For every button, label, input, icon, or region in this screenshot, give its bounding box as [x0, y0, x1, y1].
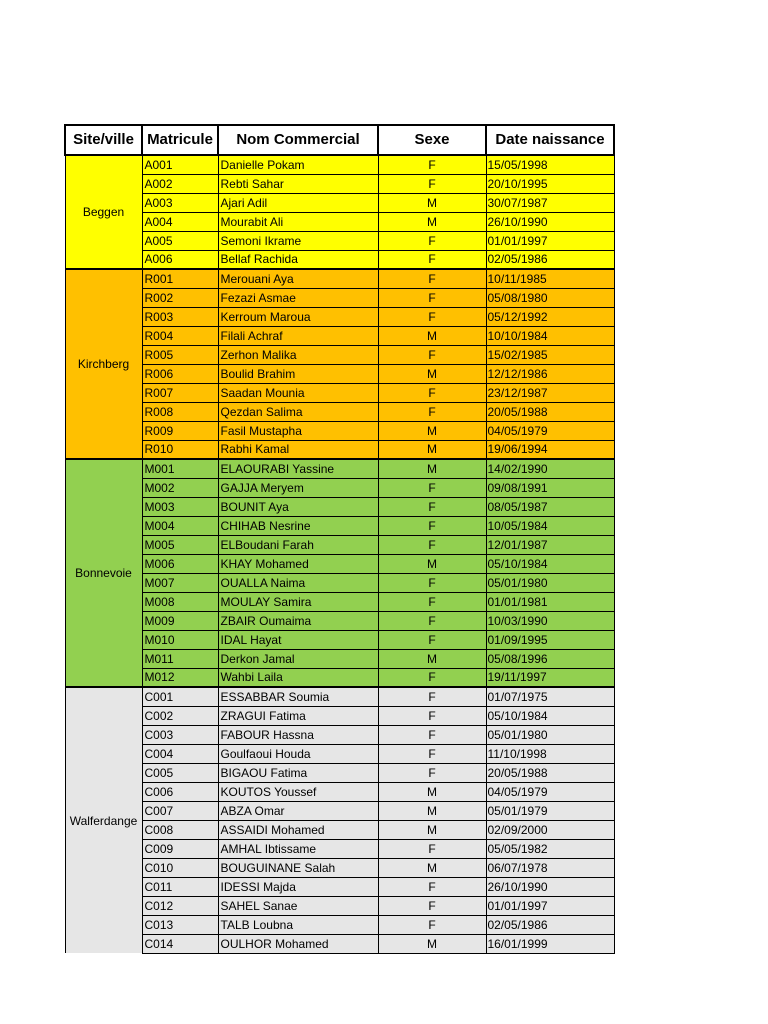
nom-cell[interactable]: Qezdan Salima [218, 402, 378, 421]
sexe-cell[interactable]: F [378, 668, 486, 687]
date-cell[interactable]: 16/01/1999 [486, 934, 614, 953]
sexe-cell[interactable]: F [378, 915, 486, 934]
nom-cell[interactable]: ZBAIR Oumaima [218, 611, 378, 630]
sexe-cell[interactable]: F [378, 687, 486, 706]
header-date[interactable]: Date naissance [486, 125, 614, 155]
header-site[interactable]: Site/ville [65, 125, 142, 155]
nom-cell[interactable]: Bellaf Rachida [218, 250, 378, 269]
nom-cell[interactable]: MOULAY Samira [218, 592, 378, 611]
date-cell[interactable]: 01/07/1975 [486, 687, 614, 706]
site-cell[interactable]: Kirchberg [65, 269, 142, 459]
sexe-cell[interactable]: M [378, 440, 486, 459]
table-row [65, 915, 614, 934]
date-cell[interactable]: 05/01/1979 [486, 801, 614, 820]
sexe-cell[interactable]: F [378, 174, 486, 193]
table-row [65, 934, 614, 953]
nom-cell[interactable]: Zerhon Malika [218, 345, 378, 364]
nom-cell[interactable]: Fasil Mustapha [218, 421, 378, 440]
date-cell[interactable]: 05/10/1984 [486, 554, 614, 573]
date-cell[interactable]: 05/01/1980 [486, 573, 614, 592]
table-row [65, 630, 614, 649]
sexe-cell[interactable]: M [378, 364, 486, 383]
date-cell[interactable]: 06/07/1978 [486, 858, 614, 877]
date-cell[interactable]: 10/10/1984 [486, 326, 614, 345]
matricule-cell[interactable]: R004 [142, 326, 218, 345]
nom-cell[interactable]: ELBoudani Farah [218, 535, 378, 554]
matricule-cell[interactable]: C012 [142, 896, 218, 915]
matricule-cell[interactable]: A001 [142, 155, 218, 174]
date-cell[interactable]: 19/06/1994 [486, 440, 614, 459]
table-row [65, 212, 614, 231]
table-row [65, 364, 614, 383]
nom-cell[interactable]: CHIHAB Nesrine [218, 516, 378, 535]
date-cell[interactable]: 05/10/1984 [486, 706, 614, 725]
date-cell[interactable]: 10/05/1984 [486, 516, 614, 535]
nom-cell[interactable]: SAHEL Sanae [218, 896, 378, 915]
nom-cell[interactable]: Semoni Ikrame [218, 231, 378, 250]
matricule-cell[interactable]: M008 [142, 592, 218, 611]
matricule-cell[interactable]: M011 [142, 649, 218, 668]
nom-cell[interactable]: IDESSI Majda [218, 877, 378, 896]
site-cell[interactable]: Bonnevoie [65, 459, 142, 687]
sexe-cell[interactable]: F [378, 535, 486, 554]
table-row [65, 345, 614, 364]
sexe-cell[interactable]: F [378, 383, 486, 402]
table-row [65, 573, 614, 592]
matricule-cell[interactable]: C002 [142, 706, 218, 725]
matricule-cell[interactable]: R003 [142, 307, 218, 326]
nom-cell[interactable]: BOUNIT Aya [218, 497, 378, 516]
date-cell[interactable]: 15/05/1998 [486, 155, 614, 174]
nom-cell[interactable]: GAJJA Meryem [218, 478, 378, 497]
table-row [65, 250, 614, 269]
table-header [65, 125, 614, 155]
date-cell[interactable]: 05/12/1992 [486, 307, 614, 326]
table-row [65, 459, 614, 478]
matricule-cell[interactable]: M010 [142, 630, 218, 649]
date-cell[interactable]: 01/01/1997 [486, 896, 614, 915]
table-row [65, 440, 614, 459]
date-cell[interactable]: 01/01/1997 [486, 231, 614, 250]
header-nom[interactable]: Nom Commercial [218, 125, 378, 155]
nom-cell[interactable]: Rabhi Kamal [218, 440, 378, 459]
table-row [65, 839, 614, 858]
table-row [65, 516, 614, 535]
table-row [65, 402, 614, 421]
table-row [65, 611, 614, 630]
matricule-cell[interactable]: M007 [142, 573, 218, 592]
table-row [65, 725, 614, 744]
sexe-cell[interactable]: F [378, 725, 486, 744]
sexe-cell[interactable]: F [378, 896, 486, 915]
date-cell[interactable]: 23/12/1987 [486, 383, 614, 402]
table-row [65, 535, 614, 554]
matricule-cell[interactable]: C001 [142, 687, 218, 706]
sexe-cell[interactable]: F [378, 497, 486, 516]
sexe-cell[interactable]: M [378, 212, 486, 231]
date-cell[interactable]: 05/08/1980 [486, 288, 614, 307]
matricule-cell[interactable]: C010 [142, 858, 218, 877]
nom-cell[interactable]: Kerroum Maroua [218, 307, 378, 326]
sexe-cell[interactable]: F [378, 630, 486, 649]
date-cell[interactable]: 04/05/1979 [486, 782, 614, 801]
sexe-cell[interactable]: F [378, 478, 486, 497]
table-row [65, 592, 614, 611]
nom-cell[interactable]: Ajari Adil [218, 193, 378, 212]
date-cell[interactable]: 12/01/1987 [486, 535, 614, 554]
table-row [65, 687, 614, 706]
matricule-cell[interactable]: A006 [142, 250, 218, 269]
matricule-cell[interactable]: M002 [142, 478, 218, 497]
sexe-cell[interactable]: M [378, 326, 486, 345]
sexe-cell[interactable]: F [378, 307, 486, 326]
matricule-cell[interactable]: M001 [142, 459, 218, 478]
table-row [65, 307, 614, 326]
nom-cell[interactable]: ZRAGUI Fatima [218, 706, 378, 725]
matricule-cell[interactable]: M005 [142, 535, 218, 554]
date-cell[interactable]: 20/10/1995 [486, 174, 614, 193]
nom-cell[interactable]: Rebti Sahar [218, 174, 378, 193]
table-row [65, 782, 614, 801]
matricule-cell[interactable]: C011 [142, 877, 218, 896]
sexe-cell[interactable]: M [378, 193, 486, 212]
nom-cell[interactable]: BIGAOU Fatima [218, 763, 378, 782]
nom-cell[interactable]: Danielle Pokam [218, 155, 378, 174]
table-row [65, 649, 614, 668]
site-cell[interactable]: Beggen [65, 155, 142, 269]
table-body [65, 155, 614, 953]
sexe-cell[interactable]: M [378, 820, 486, 839]
matricule-cell[interactable]: M004 [142, 516, 218, 535]
sexe-cell[interactable]: F [378, 592, 486, 611]
date-cell[interactable]: 01/09/1995 [486, 630, 614, 649]
matricule-cell[interactable]: R010 [142, 440, 218, 459]
sexe-cell[interactable]: F [378, 250, 486, 269]
date-cell[interactable]: 05/05/1982 [486, 839, 614, 858]
date-cell[interactable]: 01/01/1981 [486, 592, 614, 611]
nom-cell[interactable]: IDAL Hayat [218, 630, 378, 649]
sexe-cell[interactable]: F [378, 155, 486, 174]
site-cell[interactable]: Walferdange [65, 687, 142, 953]
date-cell[interactable]: 12/12/1986 [486, 364, 614, 383]
date-cell[interactable]: 02/09/2000 [486, 820, 614, 839]
date-cell[interactable]: 05/08/1996 [486, 649, 614, 668]
sexe-cell[interactable]: F [378, 877, 486, 896]
table-row [65, 801, 614, 820]
nom-cell[interactable]: Fezazi Asmae [218, 288, 378, 307]
table-row [65, 383, 614, 402]
nom-cell[interactable]: Filali Achraf [218, 326, 378, 345]
matricule-cell[interactable]: M003 [142, 497, 218, 516]
date-cell[interactable]: 26/10/1990 [486, 877, 614, 896]
table-row [65, 155, 614, 174]
table-row [65, 820, 614, 839]
table-row [65, 174, 614, 193]
matricule-cell[interactable]: R009 [142, 421, 218, 440]
sexe-cell[interactable]: M [378, 421, 486, 440]
matricule-cell[interactable]: R005 [142, 345, 218, 364]
table-row [65, 706, 614, 725]
matricule-cell[interactable]: C014 [142, 934, 218, 953]
date-cell[interactable]: 05/01/1980 [486, 725, 614, 744]
date-cell[interactable]: 15/02/1985 [486, 345, 614, 364]
sexe-cell[interactable]: M [378, 858, 486, 877]
matricule-cell[interactable]: M009 [142, 611, 218, 630]
matricule-cell[interactable]: R002 [142, 288, 218, 307]
nom-cell[interactable]: AMHAL Ibtissame [218, 839, 378, 858]
sexe-cell[interactable]: M [378, 782, 486, 801]
date-cell[interactable]: 02/05/1986 [486, 915, 614, 934]
matricule-cell[interactable]: R006 [142, 364, 218, 383]
sexe-cell[interactable]: M [378, 801, 486, 820]
sexe-cell[interactable]: F [378, 839, 486, 858]
table-row [65, 478, 614, 497]
matricule-cell[interactable]: A002 [142, 174, 218, 193]
nom-cell[interactable]: BOUGUINANE Salah [218, 858, 378, 877]
matricule-cell[interactable]: A003 [142, 193, 218, 212]
sexe-cell[interactable]: M [378, 649, 486, 668]
date-cell[interactable]: 10/11/1985 [486, 269, 614, 288]
table-row [65, 744, 614, 763]
table-row [65, 554, 614, 573]
matricule-cell[interactable]: R008 [142, 402, 218, 421]
table-row [65, 326, 614, 345]
date-cell[interactable]: 09/08/1991 [486, 478, 614, 497]
matricule-cell[interactable]: C013 [142, 915, 218, 934]
sexe-cell[interactable]: F [378, 516, 486, 535]
matricule-cell[interactable]: C006 [142, 782, 218, 801]
nom-cell[interactable]: Mourabit Ali [218, 212, 378, 231]
nom-cell[interactable]: ABZA Omar [218, 801, 378, 820]
nom-cell[interactable]: Merouani Aya [218, 269, 378, 288]
nom-cell[interactable]: Saadan Mounia [218, 383, 378, 402]
sexe-cell[interactable]: F [378, 345, 486, 364]
date-cell[interactable]: 30/07/1987 [486, 193, 614, 212]
sexe-cell[interactable]: F [378, 402, 486, 421]
matricule-cell[interactable]: C007 [142, 801, 218, 820]
sexe-cell[interactable]: F [378, 744, 486, 763]
table-row [65, 497, 614, 516]
date-cell[interactable]: 26/10/1990 [486, 212, 614, 231]
nom-cell[interactable]: Boulid Brahim [218, 364, 378, 383]
employee-table [64, 124, 615, 954]
sexe-cell[interactable]: F [378, 573, 486, 592]
table-row [65, 896, 614, 915]
sexe-cell[interactable]: F [378, 269, 486, 288]
date-cell[interactable]: 02/05/1986 [486, 250, 614, 269]
date-cell[interactable]: 14/02/1990 [486, 459, 614, 478]
matricule-cell[interactable]: C004 [142, 744, 218, 763]
sexe-cell[interactable]: M [378, 554, 486, 573]
matricule-cell[interactable]: M012 [142, 668, 218, 687]
sexe-cell[interactable]: F [378, 231, 486, 250]
header-matricule[interactable]: Matricule [142, 125, 218, 155]
table-row [65, 858, 614, 877]
nom-cell[interactable]: Derkon Jamal [218, 649, 378, 668]
nom-cell[interactable]: KOUTOS Youssef [218, 782, 378, 801]
date-cell[interactable]: 10/03/1990 [486, 611, 614, 630]
matricule-cell[interactable]: C008 [142, 820, 218, 839]
nom-cell[interactable]: Wahbi Laila [218, 668, 378, 687]
sexe-cell[interactable]: F [378, 706, 486, 725]
matricule-cell[interactable]: R001 [142, 269, 218, 288]
matricule-cell[interactable]: R007 [142, 383, 218, 402]
nom-cell[interactable]: ASSAIDI Mohamed [218, 820, 378, 839]
nom-cell[interactable]: KHAY Mohamed [218, 554, 378, 573]
nom-cell[interactable]: ELAOURABI Yassine [218, 459, 378, 478]
matricule-cell[interactable]: C009 [142, 839, 218, 858]
date-cell[interactable]: 20/05/1988 [486, 402, 614, 421]
nom-cell[interactable]: FABOUR Hassna [218, 725, 378, 744]
nom-cell[interactable]: ESSABBAR Soumia [218, 687, 378, 706]
date-cell[interactable]: 11/10/1998 [486, 744, 614, 763]
header-sexe[interactable]: Sexe [378, 125, 486, 155]
table-row [65, 288, 614, 307]
nom-cell[interactable]: OULHOR Mohamed [218, 934, 378, 953]
nom-cell[interactable]: OUALLA Naima [218, 573, 378, 592]
date-cell[interactable]: 19/11/1997 [486, 668, 614, 687]
sexe-cell[interactable]: M [378, 459, 486, 478]
date-cell[interactable]: 20/05/1988 [486, 763, 614, 782]
date-cell[interactable]: 04/05/1979 [486, 421, 614, 440]
table-row [65, 231, 614, 250]
matricule-cell[interactable]: C005 [142, 763, 218, 782]
table-row [65, 421, 614, 440]
sexe-cell[interactable]: F [378, 611, 486, 630]
table-row [65, 668, 614, 687]
table-row [65, 193, 614, 212]
matricule-cell[interactable]: A004 [142, 212, 218, 231]
nom-cell[interactable]: Goulfaoui Houda [218, 744, 378, 763]
date-cell[interactable]: 08/05/1987 [486, 497, 614, 516]
table-row [65, 763, 614, 782]
nom-cell[interactable]: TALB Loubna [218, 915, 378, 934]
sexe-cell[interactable]: F [378, 288, 486, 307]
sexe-cell[interactable]: M [378, 934, 486, 953]
table-row [65, 269, 614, 288]
header-row [65, 125, 614, 155]
matricule-cell[interactable]: A005 [142, 231, 218, 250]
table-row [65, 877, 614, 896]
matricule-cell[interactable]: C003 [142, 725, 218, 744]
sexe-cell[interactable]: F [378, 763, 486, 782]
matricule-cell[interactable]: M006 [142, 554, 218, 573]
